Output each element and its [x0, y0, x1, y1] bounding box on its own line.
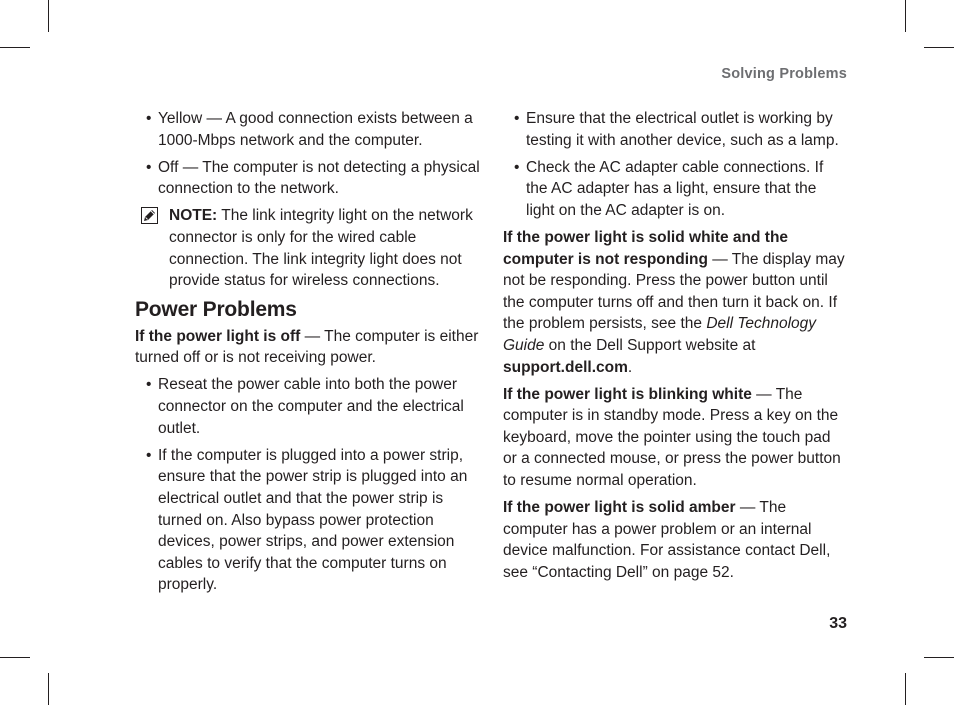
paragraph-lead: If the power light is solid amber [503, 499, 736, 517]
note-block [135, 205, 481, 291]
paragraph-text: — The computer is either turned off or is not receiving power. [135, 327, 479, 367]
blinking-white-paragraph [503, 384, 846, 492]
bullet-dot: • [514, 158, 520, 176]
bullet-text: Off — The computer is not detecting a physical connection to the network. [158, 158, 480, 198]
paragraph-text: — The computer is in standby mode. Press a key on the keyboard, move the pointer using the touch pad or a connected mouse, or press the power button to resume normal operation. [503, 385, 841, 489]
note-label: NOTE: [169, 207, 218, 225]
support-link[interactable]: support.dell.com [503, 358, 628, 376]
bullet-dot: • [514, 110, 520, 127]
note-text: The link integrity light on the network connector is only for the wired cable connection. The link integrity light does not provide status for wireless connections. [169, 207, 473, 290]
paragraph-text: on the Dell Support website at [544, 336, 756, 354]
guide-title: Dell Technology Guide [503, 315, 817, 354]
crop-mark [48, 673, 49, 705]
bullet-text: If the computer is plugged into a power strip, ensure that the power strip is plugged into an electrical outlet and that the power strip is turned on. Also bypass power protection devices, power strips, and power extension cables to verify that the computer turns on properly. [158, 446, 468, 594]
section-title: Solving Problems [721, 66, 847, 82]
paragraph-lead: If the power light is off [135, 327, 301, 345]
crop-mark [905, 0, 906, 32]
section-heading: Power Problems [135, 297, 297, 321]
right-column [503, 108, 846, 589]
paragraph-lead: If the power light is solid white and the computer is not responding [503, 228, 789, 268]
power-off-paragraph [135, 326, 481, 369]
crop-mark [924, 657, 954, 658]
paragraph-text: — The display may not be responding. Press the power button until the computer turns off and then turn it back on. If the problem persists, see the [503, 250, 845, 333]
bullet-text: Reseat the power cable into both the power connector on the computer and the electrical outlet. [158, 376, 464, 437]
paragraph-end: . [627, 358, 633, 376]
page-number: 33 [829, 615, 847, 632]
bullet-text: Check the AC adapter cable connections. If the AC adapter has a light, ensure that the light on the AC adapter is on. [526, 158, 824, 219]
bullet-text: Yellow — A good connection exists between a 1000-Mbps network and the computer. [158, 110, 473, 149]
bullet-item [135, 445, 481, 596]
solid-amber-paragraph [503, 497, 846, 583]
bullet-item [135, 157, 481, 200]
bullet-item [503, 157, 846, 222]
crop-mark [924, 47, 954, 48]
crop-mark [905, 673, 906, 705]
bullet-text: Ensure that the electrical outlet is working by testing it with another device, such as a lamp. [526, 110, 839, 149]
bullet-dot: • [146, 376, 152, 394]
crop-mark [48, 0, 49, 32]
bullet-dot: • [146, 158, 152, 176]
bullet-dot: • [146, 446, 152, 464]
bullet-item [135, 108, 481, 151]
bullet-dot: • [146, 110, 152, 127]
paragraph-lead: If the power light is blinking white [503, 385, 752, 403]
bullet-item [503, 108, 846, 151]
pencil-note-icon [141, 207, 158, 224]
left-column [135, 108, 481, 601]
crop-mark [0, 657, 30, 658]
crop-mark [0, 47, 30, 48]
paragraph-text: — The computer has a power problem or an internal device malfunction. For assistance contact Dell, see “Contacting Dell” on page 52. [503, 499, 831, 581]
solid-white-paragraph [503, 227, 846, 378]
bullet-item [135, 374, 481, 439]
